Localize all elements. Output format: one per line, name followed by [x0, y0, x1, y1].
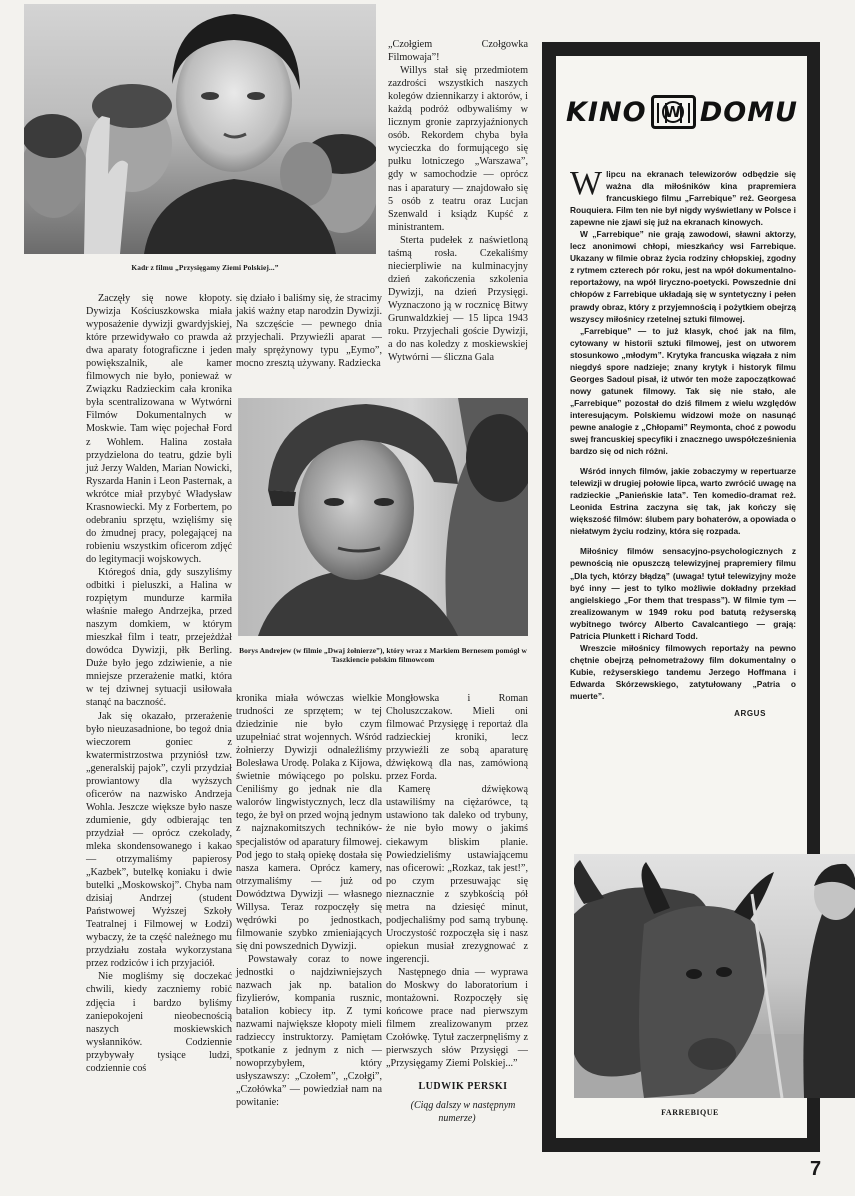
kino-signature: ARGUS	[734, 709, 766, 719]
kino-title-tv: W	[662, 101, 684, 123]
photo-caption-middle: Borys Andrejew (w filmie „Dwaj żołnierze”), który wraz z Markiem Bernesem pomógł w Taszkiencie polskim filmowcom	[239, 646, 527, 665]
photo-caption-right: FARREBIQUE	[661, 1108, 719, 1117]
kino-paragraph: Wlipcu na ekranach telewizorów odbędzie się ważna dla miłośników kina prapremiera francuskiego filmu „Farrebique” reż. Georgesa Rouquiera. Film ten nie był nigdy wyświetlany w Polsce i zapewne nie zjawi się już na ekranach kinowych.	[570, 165, 796, 228]
article-paragraph: Następnego dnia — wyprawa do Moskwy do laboratorium i montażowni. Rozpoczęły się końcowe prace nad pierwszym filmem zrealizowanym przez Czołówkę. Tytuł zaczerpnęliśmy z pierwszych słów Przysięgi — „Przysięgamy Ziemi Polskiej...”	[386, 966, 528, 1070]
article-column-3-top	[388, 38, 528, 364]
article-paragraph: Nie mogliśmy się doczekać chwili, kiedy zaczniemy robić zdjęcia i bardzo byliśmy zaniepokojeni nieobecnością naszych moskiewskich wysłanników. Codziennie przybywały tysiące ludzi, codziennie coś	[86, 971, 232, 1074]
article-paragraph: Willys stał się przedmiotem zazdrości wszystkich naszych kolegów dziennikarzy i aktorów, i każdą podróż odbywaliśmy w licznym gronie zaprzyjaźnionych osób. Rekordem chyba była wycieczka do formującego się pułku lotniczego „Warszawa”, gdy w samochodzie — oprócz nas i aparatury — znajdowało się 5 osób z teatru oraz Lucjan Szenwald i ksiądz Kupść z ministrantem.	[388, 65, 528, 233]
article-paragraph: Zaczęły się nowe kłopoty. Dywizja Kościuszkowska miała wyposażenie dywizji gwardyjskiej, które przewidywało co prawda aż dwa aparaty fotograficzne i jeden powiększalnik, ale kamer filmowych nie było, ponieważ w Związku Radzieckim cała kronika była scentralizowana w Wytwórni Filmów Dokumentalnych w Moskwie. Tam więc pojechał Ford z Wohlem. Halina została przydzielona do teatru, gdzie byli już Jerzy Walden, Marian Nowicki, Ryszarda Hanin i Leon Pasternak, a wkrótce miał przybyć Władysław Krasnowiecki. My z Forbertem, po odebraniu sprzętu, wzięliśmy się do żmudnej pracy, polegającej na robieniu wszystkim oficerom zdjęć do legitymacji wojskowych.	[86, 293, 232, 565]
article-paragraph: Mongłowska i Roman Choluszczakow. Mieli oni filmować Przysięgę i reportaż dla radzieckiej kroniki, lecz przywieźli ze sobą aparaturę dźwiękową dla nas, zamówioną przez Forda.	[386, 693, 528, 783]
kino-title-right: DOMU	[699, 96, 798, 128]
television-icon	[651, 95, 696, 129]
kino-title	[566, 88, 798, 136]
kino-paragraph: W „Farrebique” nie grają zawodowi, sławni aktorzy, lecz anonimowi chłopi, mieszkańcy wsi Farrebique. Ukazany w filmie obraz życia rodziny chłopskiej, zgodny z rytmem czterech pór roku, jest na wpół dokumentalno-reportażowy, na wpół liryczno-poetycki. Powszednie dni chłopów z Farrebique układają się w syntetyczny i pełen prawdy obraz, który z przyjemnością i pożytkiem obejrzą wszyscy miłośnicy rzetelnej sztuki filmowej.	[570, 229, 796, 324]
article-column-2-top	[236, 292, 382, 370]
kino-title-left: KINO	[566, 96, 647, 128]
article-paragraph: Kamerę dźwiękową ustawiliśmy na ciężarówce, tą ustawiono tak daleko od trybuny, że nie było mowy o jakimś ciekawym bliskim planie. Powiedzieliśmy ustawiającemu nas oficerowi: „Rozkaz, tak jest!”, po czym przesuwając się nieznacznie z szybkością pół metra na dziesięć minut, podjechaliśmy pod samą trybunę. Uroczystość rozpoczęła się i nasz opiekun musiał zrezygnować z ingerencji.	[386, 784, 528, 965]
dropcap: W	[570, 165, 603, 202]
article-paragraph: Któregoś dnia, gdy suszyliśmy odbitki i pieluszki, a Halina w rozpiętym mundurze karmiła właśnie małego Andrzejka, przed naszym domkiem, w którym mieszkał film i teatr, przejeżdżał dowódca Dywizji, płk Berling. Duże było jego zdziwienie, a nie mniejsze przerażenie matki, która w tej dziwnej sytuacji usiłowała stanąć na baczność.	[86, 566, 232, 709]
kino-paragraph: Wśród innych filmów, jakie zobaczymy w repertuarze telewizji w drugiej połowie lipca, warto zwrócić uwagę na radzieckie „Panieńskie lata”. Ten komedio-dramat reż. Leonida Estrina zaczyna się tak, jak kończy się większość filmów: ślubem pary bohaterów, a opowiada o niełatwym życiu rodziny, która się rozpada.	[570, 466, 796, 537]
kino-paragraph: „Farrebique” — to już klasyk, choć jak na film, cytowany w historii sztuki filmowej, jest on utworem stosunkowo „młodym”. Krytyka francuska wiązała z nim niegdyś spore nadzieje; znany krytyk i historyk filmu Georges Sadoul pisał, iż utwór ten może zapoczątkować nowy gatunek filmowy. Tak się nie stało, ale „Farrebique” pozostał do dziś filmem z wielu względów interesującym. Polskiemu widzowi może on nasunąć pewne analogie z „Chłopami” Reymonta, choć z powodu swej francuskiej specyfiki i znacznego uwspółcześnienia bardzo się od nich różni.	[570, 325, 796, 457]
kino-column	[570, 165, 796, 720]
article-column-3-bottom	[386, 692, 528, 1126]
continued-note: (Ciąg dalszy w następnym numerze)	[410, 1100, 516, 1125]
soldier-helmet-photo	[238, 398, 528, 636]
article-paragraph: Sterta pudełek z naświetloną taśmą rosła. Czekaliśmy niecierpliwie na kulminacyjny dzień zakończenia szkolenia Dywizji, na dzień Przysięgi. Wyznaczono ją w rocznicę Bitwy Grunwaldzkiej — 15 lipca 1943 roku. Przyjechali goście Dywizji, a do nas koledzy z moskiewskiej Wytwórni — śliczna Gala	[388, 234, 528, 364]
woman-oath-photo	[24, 4, 376, 254]
article-author: LUDWIK PERSKI	[418, 1081, 508, 1093]
article-column-2-bottom	[236, 692, 382, 1110]
photo-caption-top: Kadr z filmu „Przysięgamy Ziemi Polskiej...”	[131, 263, 279, 272]
article-paragraph: Jak się okazało, przerażenie było nieuzasadnione, bo tegoż dnia wieczorem goniec z kwatermistrzostwa przyniósł tzw. „generalskij pajok”, czyli przydział prowiantowy dla wyższych oficerów na nazwisko Andrzeja Wohla. Jeszcze większe było nasze zdumienie, gdy odbierając ten przydział — oprócz czekolady, mleka skondensowanego i kakao — otrzymaliśmy papierosy „Kazbek”, butelkę koniaku i dwie butelki „Moskowskoj”. Chyba nam dzisiaj Andrzej (student Państwowej Wyższej Szkoły Teatralnej i Filmowej w Łodzi) wybaczy, że ta część należnego mu przydziału została wykorzystana przez rodziców i ich przyjaciół.	[86, 710, 232, 970]
article-column-1	[86, 292, 232, 1075]
oxen-photo	[574, 854, 855, 1098]
article-paragraph: „Czołgiem Czołgowka Filmowaja”!	[388, 39, 528, 64]
kino-paragraph: Miłośnicy filmów sensacyjno-psychologicznych z pewnością nie opuszczą telewizyjnej prapremiery filmu „Dla tych, którzy błądzą” (uwaga! tytuł telewizyjny może być inny — jest to tylko możliwie dokładny przekład angielskiego „For them that trespass”). W filmie tym — zrealizowanym w 1949 roku pod batutą reżyserską wybitnego twórcy Alberto Cavalcantiego — grają: Patricia Plunkett i Richard Todd.	[570, 546, 796, 641]
article-paragraph: Powstawały coraz to nowe jednostki o najdziwniejszych nazwach jak np. batalion fizylierów, kompania rusznic, batalion kobiecy itp. Z tymi nazwami największe kłopoty mieli radzieccy instruktorzy. Pamiętam spotkanie z jednym z nich — nowoprzybyłem, który usłyszawszy: „Czołem”, „Czołgi”, „Czołówka” — powiedział nam na powitanie:	[236, 953, 382, 1109]
article-paragraph: kronika miała wówczas wielkie trudności ze sprzętem; w tej dziedzinie nie było czym uzupełniać strat wojennych. Wśród żołnierzy Dywizji odnaleźliśmy Bolesława Urodę. Polaka z Kijowa, świetnie mówiącego po polsku. Ceniliśmy go jednak nie dla walorów lingwistycznych, lecz dla tego, że był on przed wojną jednym z najznakomitszych techników-specjalistów od aparatury filmowej. Pod jego to stałą opiekę dostała się nasza kamera. Oprócz kamery, otrzymaliśmy — już od Dowództwa Dywizji — własnego Willysa. Teraz rozpoczęły się wędrówki po jednostkach, filmowanie szybko zmieniających się dni powszednich Dywizji.	[236, 693, 382, 952]
kino-paragraph: Wreszcie miłośnicy filmowych reportaży na pewno chętnie obejrzą pełnometrażowy film dokumentalny o Kubie, reżyserskiego tandemu Jerzego Hoffmana i Edwarda Skórzewskiego, zatytułowany „Patria o muerte”.	[570, 642, 796, 701]
page-number: 7	[810, 1158, 822, 1180]
article-paragraph: się działo i baliśmy się, że stracimy jakiś ważny etap narodzin Dywizji. Na szczęście — pewnego dnia przyjechali. Przywieźli aparat — mały sprężynowy typu „Eymo”, mocno zresztą używany. Radziecka	[236, 293, 382, 370]
